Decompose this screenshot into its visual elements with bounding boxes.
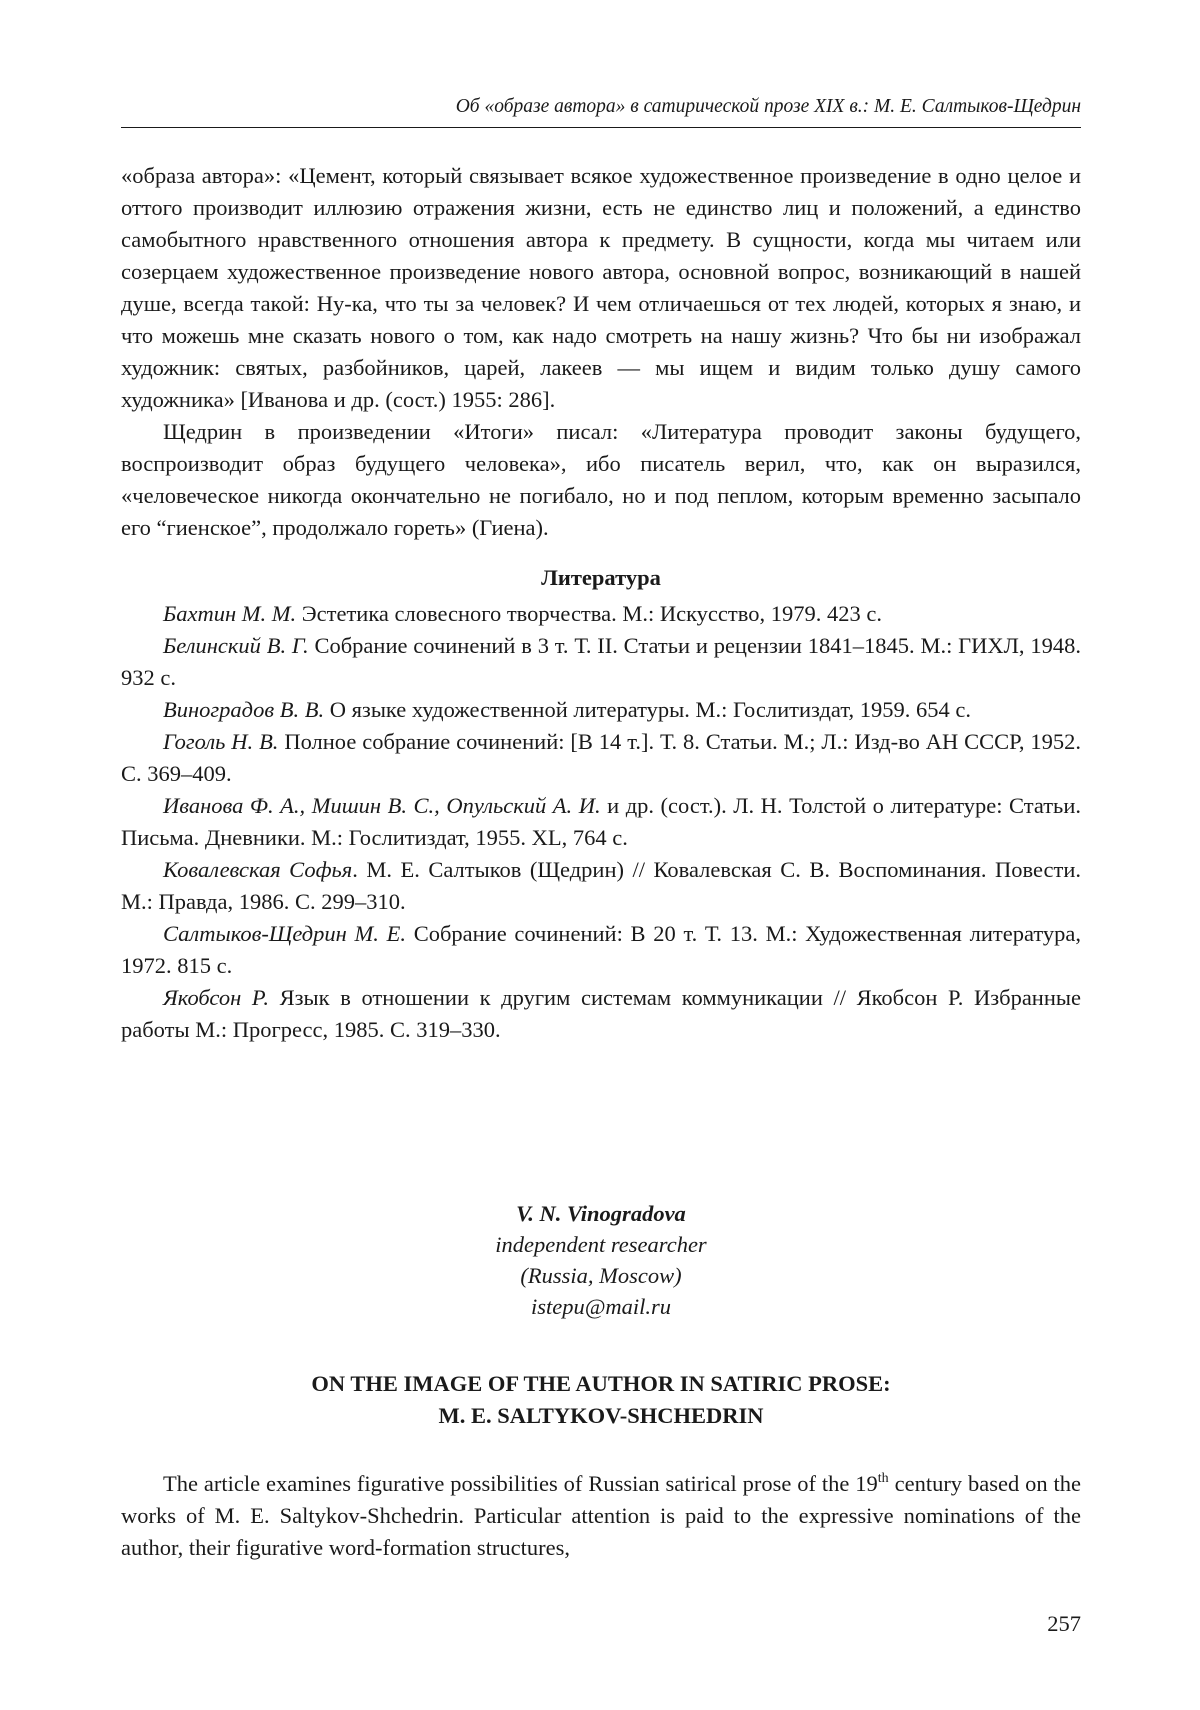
author-affiliation: independent researcher (495, 1232, 707, 1257)
reference-item (121, 630, 1081, 694)
reference-item (121, 694, 1081, 726)
reference-text: Полное собрание сочинений: [В 14 т.]. Т. 8. Статьи. М.; Л.: Изд-во АН СССР, 1952. С. 369–409. (121, 729, 1081, 786)
reference-author: Виноградов В. В. (163, 697, 325, 722)
reference-text: Язык в отношении к другим системам коммуникации // Якобсон Р. Избранные работы М.: Прогресс, 1985. С. 319–330. (121, 985, 1081, 1042)
reference-text: Эстетика словесного творчества. М.: Искусство, 1979. 423 с. (296, 601, 882, 626)
article-title (121, 1368, 1081, 1432)
reference-item (121, 790, 1081, 854)
reference-author: Якобсон Р. (163, 985, 270, 1010)
references-list (121, 598, 1081, 1046)
reference-author: Ковалевская Софья (163, 857, 353, 882)
reference-text: О языке художественной литературы. М.: Гослитиздат, 1959. 654 с. (324, 697, 971, 722)
abstract-text-end: century based on the works of M. E. Saltykov-Shchedrin. Particular attention is paid to the expressive nominations of the author, their figurative word-formation structures, (121, 1471, 1082, 1560)
reference-text: Собрание сочинений в 3 т. Т. II. Статьи и рецензии 1841–1845. М.: ГИХЛ, 1948. 932 с. (121, 633, 1081, 690)
abstract (121, 1468, 1081, 1564)
body-text (121, 160, 1081, 1046)
reference-text: Собрание сочинений: В 20 т. Т. 13. М.: Художественная литература, 1972. 815 с. (121, 921, 1082, 978)
author-location: (Russia, Moscow) (520, 1263, 682, 1288)
references-heading: Литература (541, 565, 661, 590)
article-title-line-2: M. E. SALTYKOV-SHCHEDRIN (438, 1403, 764, 1428)
reference-author: Гоголь Н. В. (163, 729, 279, 754)
reference-item (121, 598, 1081, 630)
author-email: istepu@mail.ru (530, 1294, 672, 1319)
page-number: 257 (1047, 1611, 1081, 1636)
paragraph-1: «образа автора»: «Цемент, который связывает всякое художественное произведение в одно целое и оттого производит иллюзию отражения жизни, есть не единство лиц и положений, а единство самобытного нравственного отношения автора к предмету. В сущности, когда мы читаем или созерцаем художественное произведение нового автора, основной вопрос, возникающий в нашей душе, всегда такой: Ну-ка, что ты за человек? И чем отличаешься от тех людей, которых я знаю, и что можешь мне сказать нового о том, как надо смотреть на нашу жизнь? Что бы ни изображал художник: святых, разбойников, царей, лакеев — мы ищем и видим только душу самого художника» [Иванова и др. (сост.) 1955: 286]. (121, 163, 1081, 412)
page (121, 0, 1081, 1710)
article-title-line-1: ON THE IMAGE OF THE AUTHOR IN SATIRIC PROSE: (311, 1371, 891, 1396)
author-block (121, 1198, 1081, 1322)
reference-text: и др. (сост.). Л. Н. Толстой о литературе: Статьи. Письма. Дневники. М.: Гослитиздат, 1955. XL, 764 с. (121, 793, 1081, 850)
reference-author: Иванова Ф. А., Мишин В. С., Опульский А. И. (163, 793, 601, 818)
reference-text: . М. Е. Салтыков (Щедрин) // Ковалевская С. В. Воспоминания. Повести. М.: Правда, 1986. С. 299–310. (121, 857, 1081, 914)
reference-item (121, 918, 1081, 982)
reference-item (121, 726, 1081, 790)
paragraph-2: Щедрин в произведении «Итоги» писал: «Литература проводит законы будущего, воспроизводит образ будущего человека», ибо писатель верил, что, как он выразился, «человеческое никогда окончательно не погибало, но и под пеплом, которым временно засыпало его “гиенское”, продолжало гореть» (Гиена). (121, 419, 1081, 540)
abstract-text-start: The article examines figurative possibilities of Russian satirical prose of the 19 (163, 1471, 878, 1496)
reference-item (121, 854, 1081, 918)
reference-author: Бахтин М. М. (163, 601, 297, 626)
abstract-ordinal-suffix: th (877, 1471, 889, 1486)
reference-item (121, 982, 1081, 1046)
reference-author: Белинский В. Г. (163, 633, 309, 658)
reference-author: Салтыков-Щедрин М. Е. (163, 921, 406, 946)
author-name: V. N. Vinogradova (516, 1201, 686, 1226)
running-head: Об «образе автора» в сатирической прозе XIX в.: М. Е. Салтыков-Щедрин (121, 95, 1081, 128)
